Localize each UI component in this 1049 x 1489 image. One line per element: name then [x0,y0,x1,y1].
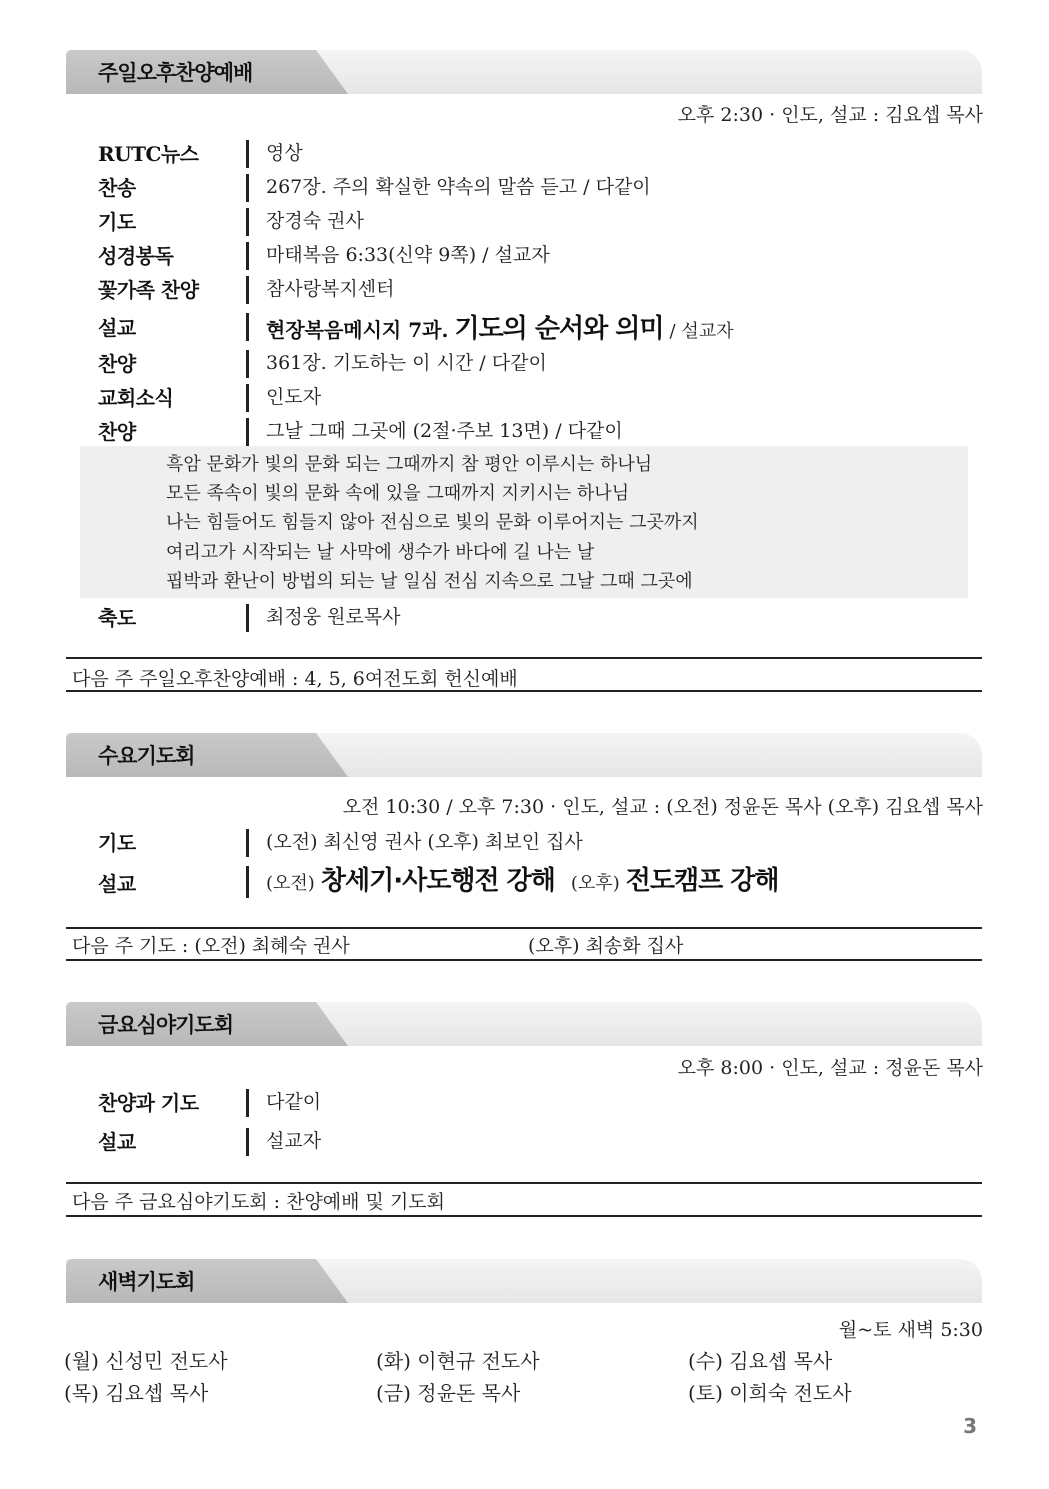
order-row [66,172,982,206]
sunday-service-info: 오후 2:30 · 인도, 설교 : 김요셉 목사 [677,104,983,126]
dawn-schedule-item: (금) 정윤돈 목사 [376,1381,521,1405]
next-week-notice: 다음 주 금요심야기도회 : 찬양예배 및 기도회 [72,1191,446,1213]
divider-bar [246,1128,249,1156]
order-label: 교회소식 [98,386,174,410]
divider-bar [246,418,249,446]
am-tag: (오전) [266,873,315,894]
section-title: 수요기도회 [98,744,195,768]
order-row [66,138,982,172]
divider-bar [246,384,249,412]
order-row [66,1126,982,1160]
order-value: 361장. 기도하는 이 시간 / 다같이 [266,352,547,374]
rule-bottom [66,1215,982,1217]
order-row [66,416,982,450]
order-row-sermon [66,308,982,348]
rule-top [66,657,982,659]
dawn-schedule-item: (화) 이현규 전도사 [376,1349,540,1373]
sermon-value [266,860,779,897]
order-value: 장경숙 권사 [266,210,364,232]
lyric-line: 모든 족속이 빛의 문화 속에 있을 그때까지 지키시는 하나님 [166,483,630,504]
divider-bar [246,350,249,378]
divider-bar [246,1089,249,1117]
order-label: 설교 [98,316,136,340]
order-label: RUTC뉴스 [98,142,199,166]
next-week-notice: 다음 주 주일오후찬양예배 : 4, 5, 6여전도회 헌신예배 [72,668,518,690]
section-title: 금요심야기도회 [98,1013,234,1037]
dawn-schedule-item: (토) 이희숙 전도사 [688,1381,852,1405]
order-value: 최정웅 원로목사 [266,606,401,628]
order-row [66,240,982,274]
order-label: 설교 [98,1130,136,1154]
divider-bar [246,140,249,168]
am-sermon-title: 창세기·사도행전 강해 [320,866,555,896]
order-value: 그날 그때 그곳에 (2절·주보 13면) / 다같이 [266,420,623,442]
order-row-benediction [66,602,982,636]
order-value: (오전) 최신영 권사 (오후) 최보인 집사 [266,831,583,853]
order-value: 설교자 [266,1130,322,1152]
order-label: 성경봉독 [98,244,174,268]
order-row [66,382,982,416]
divider-bar [246,313,249,341]
order-row [66,274,982,308]
sermon-suffix: / 설교자 [669,321,734,342]
order-row-sermon [66,860,982,902]
sermon-value [266,308,734,345]
divider-bar [246,604,249,632]
order-label: 축도 [98,606,136,630]
order-label: 찬송 [98,176,136,200]
rule-bottom [66,690,982,692]
order-label: 설교 [98,872,136,896]
section-title: 주일오후찬양예배 [98,61,253,85]
order-row [66,827,982,861]
order-label: 찬양 [98,352,136,376]
order-value: 다같이 [266,1091,322,1113]
dawn-service-info: 월~토 새벽 5:30 [838,1319,983,1341]
pm-sermon-title: 전도캠프 강해 [625,866,779,896]
lyric-line: 나는 힘들어도 힘들지 않아 전심으로 빛의 문화 이루어지는 그곳까지 [166,512,699,533]
lyric-line: 흑암 문화가 빛의 문화 되는 그때까지 참 평안 이루시는 하나님 [166,454,653,475]
sermon-title: 기도의 순서와 의미 [454,314,664,344]
dawn-schedule-item: (수) 김요셉 목사 [688,1349,833,1373]
divider-bar [246,242,249,270]
order-label: 기도 [98,210,136,234]
order-value: 인도자 [266,386,322,408]
section-title: 새벽기도회 [98,1270,195,1294]
section-header-sunday [66,50,982,94]
page-number: 3 [963,1414,977,1438]
section-header-wednesday [66,733,982,777]
wednesday-service-info: 오전 10:30 / 오후 7:30 · 인도, 설교 : (오전) 정윤돈 목사 (오후) 김요셉 목사 [342,796,983,818]
order-row [66,1087,982,1121]
divider-bar [246,829,249,857]
sermon-series: 현장복음메시지 7과. [266,318,449,342]
next-week-notice-pm: (오후) 최송화 집사 [528,935,684,957]
lyric-line: 여리고가 시작되는 날 사막에 생수가 바다에 길 나는 날 [166,542,595,563]
order-value: 마태복음 6:33(신약 9쪽) / 설교자 [266,244,550,266]
divider-bar [246,276,249,304]
order-label: 꽃가족 찬양 [98,278,199,302]
dawn-schedule-item: (월) 신성민 전도사 [64,1349,228,1373]
rule-top [66,927,982,929]
friday-service-info: 오후 8:00 · 인도, 설교 : 정윤돈 목사 [677,1057,983,1079]
order-label: 찬양 [98,420,136,444]
divider-bar [246,866,249,898]
divider-bar [246,208,249,236]
rule-top [66,1182,982,1184]
order-label: 기도 [98,831,136,855]
order-value: 영상 [266,142,303,164]
divider-bar [246,174,249,202]
next-week-notice-am: 다음 주 기도 : (오전) 최혜숙 권사 [72,935,350,957]
pm-tag: (오후) [570,873,620,894]
section-header-dawn [66,1259,982,1303]
order-value: 참사랑복지센터 [266,278,395,300]
dawn-schedule-item: (목) 김요셉 목사 [64,1381,209,1405]
section-header-friday [66,1002,982,1046]
lyric-line: 핍박과 환난이 방법의 되는 날 일심 전심 지속으로 그날 그때 그곳에 [166,571,693,592]
order-row [66,206,982,240]
lyrics-box [80,446,968,598]
order-value: 267장. 주의 확실한 약속의 말씀 듣고 / 다같이 [266,176,651,198]
rule-bottom [66,959,982,961]
order-row [66,348,982,382]
order-label: 찬양과 기도 [98,1091,199,1115]
